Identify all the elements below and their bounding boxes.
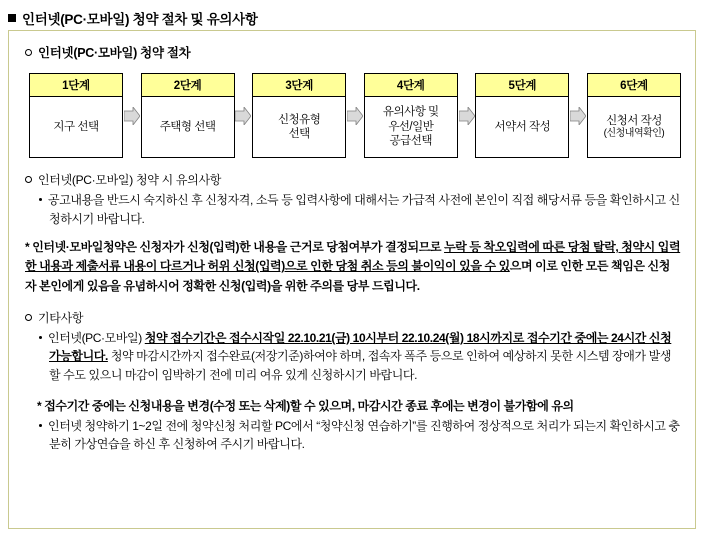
flow-step-4-stage: 4단계 [365,74,457,97]
flow-step-2-stage: 2단계 [142,74,234,97]
section-etc-paragraph-2 [39,417,681,454]
ring-bullet-icon [25,176,32,183]
flow-step-1-stage: 1단계 [30,74,122,97]
flow-step-5-label: 서약서 작성 [494,120,551,133]
page-title-text: 인터넷(PC·모바일) 청약 절차 및 유의사항 [22,12,258,27]
procedure-flow-diagram [29,73,681,158]
ring-bullet-icon [25,49,32,56]
dot-bullet-icon [39,198,42,201]
flow-step-6-sub: (신청내역확인) [603,127,665,139]
flow-step-6-main: 신청서 작성 [606,114,662,127]
flow-arrow-2 [235,73,253,158]
dot-bullet-icon [39,336,42,339]
dot-bullet-icon [39,424,42,427]
flow-step-1-label: 지구 선택 [53,120,99,133]
square-bullet-icon [8,14,16,22]
content-box [8,30,696,529]
section-caution-paragraph [39,191,681,228]
flow-step-4-label: 유의사항 및 우선/일반 공급선택 [382,106,439,148]
flow-step-1 [29,73,123,158]
flow-arrow-1 [123,73,141,158]
section-procedure-heading [25,43,681,61]
flow-step-6-stage: 6단계 [588,74,680,97]
flow-step-5 [475,73,569,158]
section-etc-p1-b: 청약 접수기간은 접수시작일 22.10.21(금) 10시부터 22.10.24(월) 18시까지로 접수기간 중에는 24시간 신청 가능합니다. [49,330,672,364]
flow-step-6 [587,73,681,158]
section-etc-note: * 접수기간 중에는 신청내용을 변경(수정 또는 삭제)할 수 있으며, 마감시간 종료 후에는 변경이 불가함에 유의 [37,398,574,413]
section-etc-paragraph-1 [39,329,681,385]
flow-arrow-4 [458,73,476,158]
section-caution-heading-text: 인터넷(PC·모바일) 청약 시 유의사항 [38,173,222,187]
section-caution-heading [25,171,681,188]
section-procedure-heading-text: 인터넷(PC·모바일) 청약 절차 [38,46,191,60]
section-etc-p2-text: 인터넷 청약하기 1~2일 전에 청약신청 처리할 PC에서 “청약신청 연습하기”를 진행하여 정상적으로 처리가 되는지 확인하시고 충분히 가상연습을 하신 후 신청하여 주시기 바랍니다. [48,418,680,452]
section-caution-paragraph-text: 공고내용을 반드시 숙지하신 후 신청자격, 소득 등 입력사항에 대해서는 가급적 사전에 본인이 직접 해당서류 등을 확인하시고 신청하시기 바랍니다. [48,193,680,226]
flow-step-2 [141,73,235,158]
flow-step-5-stage: 5단계 [476,74,568,97]
section-caution [23,171,681,228]
flow-step-4 [364,73,458,158]
flow-step-3 [252,73,346,158]
flow-step-3-stage: 3단계 [253,74,345,97]
section-warning-text-a: * 인터넷·모바일청약은 신청자가 신청(입력)한 내용을 근거로 당첨여부가 결정되므로 [25,240,445,255]
page-title [8,8,258,28]
flow-step-3-label: 신청유형 선택 [277,113,321,140]
section-warning-text-b: 누락 등 착오입력에 따른 당첨 탈락, 청약시 입력한 내용과 제출서류 내용이 다르거나 허위 신청(입력)으로 인한 당첨 취소 등의 불이익이 있을 수 있 [25,240,681,274]
flow-step-2-label: 주택형 선택 [159,120,216,133]
section-warning-text-c: 으며 이로 인한 모든 책임은 신청자 본인에게 있음을 유념하시어 정확한 신청(입력)을 위한 주의를 당부 드립니다. [25,259,670,293]
ring-bullet-icon [25,314,32,321]
section-etc-p1-a: 인터넷(PC·모바일) [48,330,145,345]
section-etc-heading [25,309,681,326]
section-warning [25,238,681,296]
section-etc [23,309,681,454]
flow-arrow-5 [569,73,587,158]
flow-step-6-label [588,97,680,157]
section-etc-heading-text: 기타사항 [38,310,84,325]
section-etc-p1-c: 청약 마감시간까지 접수완료(저장기준)하여야 하며, 접속자 폭주 등으로 인하여 예상하지 못한 시스템 장애가 발생할 수도 있으니 마감이 임박하기 전에 미리 여유 있게 신청하시기 바랍니다. [49,349,672,382]
flow-arrow-3 [346,73,364,158]
